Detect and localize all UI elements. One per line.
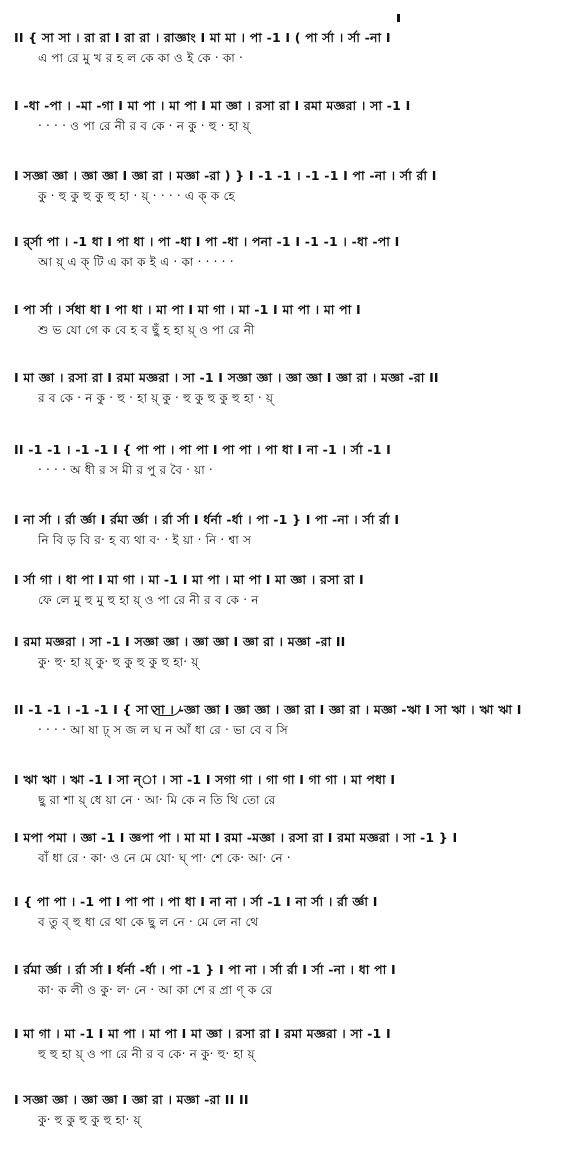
bar-tick-mark bbox=[397, 14, 400, 22]
stave-line bbox=[14, 232, 570, 292]
lyric-syllables: কা‧ ক লী ও কু‧ ল‧ নে ‧ আ কা শে র প্রা ণ্ ক রে bbox=[38, 983, 273, 997]
stave-line bbox=[14, 368, 570, 428]
stave-line bbox=[14, 96, 570, 156]
lyric-syllables: ছু রা শা য়্ ধে য়া নে ‧ আ‧ মি কে ন তি থি তো রে bbox=[38, 793, 276, 807]
swara-notation: I মা গা । মা -1 I মা পা । মা পা I মা জ্ঞা । রসা রা I রমা মজ্ঞরা । সা -1 I bbox=[14, 1026, 391, 1041]
lyric-syllables: নি বি ড় বি র‧ হ ব্য থা ব‧ ‧ ই য়া ‧ নি ‧ শ্বা স bbox=[38, 533, 252, 547]
swara-notation: I সজ্ঞা জ্ঞা । জ্ঞা জ্ঞা I জ্ঞা রা । মজ্ঞা -রা ) } I -1 -1 । -1 -1 I পা -না । র্সা র্রা I bbox=[14, 168, 437, 183]
lyric-syllables: কু ‧ হু কু হু কু হু হা ‧ য়্ ‧ ‧ ‧ ‧ এ ক্ ক হে bbox=[38, 189, 235, 203]
stave-line bbox=[14, 300, 570, 360]
lyric-syllables: ব তু ব্ হু ধা রে থা কে ছু ল নে ‧ মে লে না থে bbox=[38, 915, 259, 929]
swara-notation: II -1 -1 । -1 -1 I { সা সা । -জ্ঞা জ্ঞা I জ্ঞা জ্ঞা । জ্ঞা রা I জ্ঞা রা । মজ্ঞা -ঋা I সা ঋা । ঋা ঋা I bbox=[14, 702, 522, 717]
stave-line bbox=[14, 166, 570, 226]
stave-line bbox=[14, 1024, 570, 1084]
stave-line bbox=[14, 700, 570, 760]
lyric-syllables: র ব কে ‧ ন কু ‧ হু ‧ হা য়্ কু ‧ হু কু হু কু হু হা ‧ য়্ bbox=[38, 391, 274, 405]
swara-notation: I -ধা -পা । -মা -গা I মা পা । মা পা I মা জ্ঞা । রসা রা I রমা মজ্ঞরা । সা -1 I bbox=[14, 98, 411, 113]
swara-notation: I { পা পা । -1 পা I পা পা । পা ধা I না না । র্সা -1 I না র্সা । র্রা র্জ্ঞা I bbox=[14, 894, 378, 909]
swara-notation: I র্রমা র্জ্ঞা । র্রা র্সা I র্ধর্না -র্ধা । পা -1 } I পা না । র্সা র্রা I র্সা -না । ধা পা I bbox=[14, 962, 396, 977]
stave-line bbox=[14, 960, 570, 1020]
swara-notation: I সজ্ঞা জ্ঞা । জ্ঞা জ্ঞা I জ্ঞা রা । মজ্ঞা -রা II II bbox=[14, 1092, 249, 1107]
swara-notation: I মা জ্ঞা । রসা রা I রমা মজ্ঞরা । সা -1 I সজ্ঞা জ্ঞা । জ্ঞা জ্ঞা I জ্ঞা রা । মজ্ঞা -রা II bbox=[14, 370, 439, 385]
lyric-syllables: কু‧ হু কু হু কু হু হা‧ য়্ bbox=[38, 1113, 141, 1127]
stave-line bbox=[14, 1090, 570, 1150]
lyric-syllables: ‧ ‧ ‧ ‧ আ ষা ঢ়্ স জ ল ঘ ন আঁ ধা রে ‧ ভা বে ব সি bbox=[38, 723, 288, 737]
stave-line bbox=[14, 632, 570, 692]
lyric-syllables: আ য়্ এ ক্ টি এ কা ক ই এ ‧ কা ‧ ‧ ‧ ‧ ‧ bbox=[38, 255, 234, 269]
stave-line bbox=[14, 28, 570, 88]
swara-notation: II { সা সা । রা রা I রা রা । রাজ্ঞাং I মা মা । পা -1 I ( পা র্সা । র্সা -না I bbox=[14, 30, 391, 45]
swara-notation: I ঋা ঋা । ঋা -1 I সা ন্‌া । সা -1 I সগা গা । গা গা I গা গা । মা পধা I bbox=[14, 772, 396, 787]
stave-line bbox=[14, 570, 570, 630]
swara-notation: I র্সা গা । ধা পা I মা গা । মা -1 I মা পা । মা পা I মা জ্ঞা । রসা রা I bbox=[14, 572, 364, 587]
swara-notation: I র্র্সা পা । -1 ধা I পা ধা । পা -ধা I পা -ধা । পনা -1 I -1 -1 । -ধা -পা I bbox=[14, 234, 400, 249]
stave-line bbox=[14, 440, 570, 500]
lyric-syllables: এ পা রে মু খ র হ ল কে কা ও ই কে ‧ কা ‧ bbox=[38, 51, 244, 65]
stave-line bbox=[14, 828, 570, 888]
lyric-syllables: শু ভ যো গে ক বে হ ব ছুঁ হ হা য়্ ও পা রে নী bbox=[38, 323, 255, 337]
swara-notation: I রমা মজ্ঞরা । সা -1 I সজ্ঞা জ্ঞা । জ্ঞা জ্ঞা I জ্ঞা রা । মজ্ঞা -রা II bbox=[14, 634, 346, 649]
stave-line bbox=[14, 770, 570, 830]
swara-notation: I পা র্সা । র্সধা ধা I পা ধা । মা পা I মা গা । মা -1 I মা পা । মা পা I bbox=[14, 302, 361, 317]
lyric-syllables: হু হু হা য়্ ও পা রে নী র ব কে‧ ন কু‧ হু‧ হা য়্ bbox=[38, 1047, 255, 1061]
swara-notation: I মপা পমা । জ্ঞা -1 I জ্ঞপা পা । মা মা I রমা -মজ্ঞা । রসা রা I রমা মজ্ঞরা । সা -1 } I bbox=[14, 830, 458, 845]
lyric-syllables: ‧ ‧ ‧ ‧ ও পা রে নী র ব কে ‧ ন কু ‧ হু ‧ হা য়্ bbox=[38, 119, 250, 133]
swara-notation: II -1 -1 । -1 -1 I { পা পা । পা পা I পা পা । পা ধা I না -1 । র্সা -1 I bbox=[14, 442, 392, 457]
stave-line bbox=[14, 510, 570, 570]
swara-notation: I না র্সা । র্রা র্জ্ঞা I র্রমা র্জ্ঞা । র্রা র্সা I র্ধর্না -র্ধা । পা -1 } I পা -না । র্সা র্রা I bbox=[14, 512, 400, 527]
stave-line bbox=[14, 892, 570, 952]
lyric-syllables: কু‧ হু‧ হা য়্ কু‧ হু কু হু কু হু হা‧ য়্ bbox=[38, 655, 199, 669]
lyric-syllables: ‧ ‧ ‧ ‧ অ ধী র স মী র পু র বৈ ‧ য়া ‧ bbox=[38, 463, 213, 477]
lyric-syllables: বাঁ ধা রে ‧ কা‧ ও নে মে যো‧ ঘ্ পা‧ শে কে‧ আ‧ নে ‧ bbox=[38, 851, 291, 865]
lyric-syllables: ফে লে মু হু মু হু হা য়্ ও পা রে নী র ব কে ‧ ন bbox=[38, 593, 259, 607]
